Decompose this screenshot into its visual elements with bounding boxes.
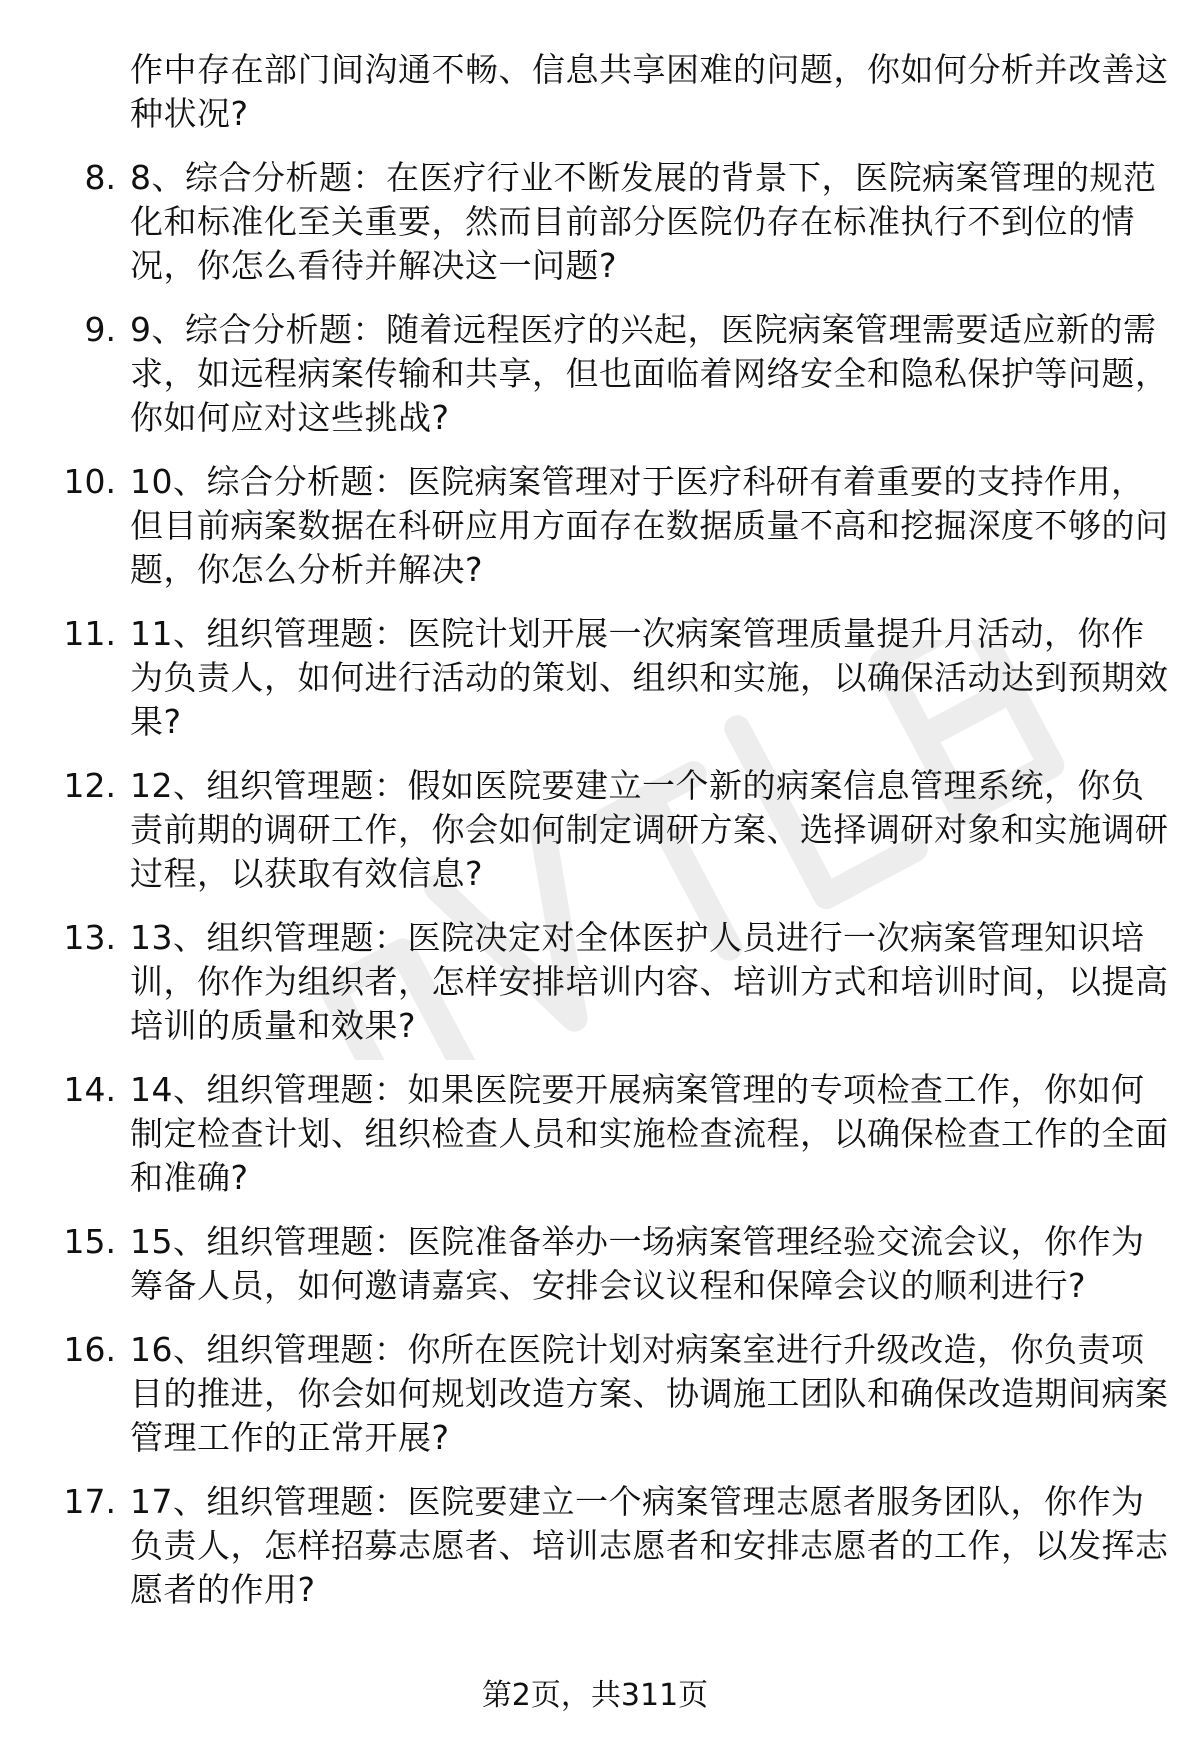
question-item xyxy=(0,764,1190,896)
question-item xyxy=(0,308,1190,440)
question-list xyxy=(0,156,1190,1632)
question-number: 8. xyxy=(84,158,116,197)
question-text: 15、组织管理题：医院准备举办一场病案管理经验交流会议，你作为筹备人员，如何邀请嘉宾、安排会议议程和保障会议的顺利进行? xyxy=(130,1222,1145,1305)
question-item xyxy=(0,1480,1190,1612)
question-number: 16. xyxy=(63,1330,116,1369)
question-number: 11. xyxy=(63,614,116,653)
question-text: 11、组织管理题：医院计划开展一次病案管理质量提升月活动，你作为负责人，如何进行活动的策划、组织和实施，以确保活动达到预期效果? xyxy=(130,614,1169,741)
question-number: 12. xyxy=(63,766,116,805)
question-text: 9、综合分析题：随着远程医疗的兴起，医院病案管理需要适应新的需求，如远程病案传输和共享，但也面临着网络安全和隐私保护等问题，你如何应对这些挑战? xyxy=(130,310,1169,437)
question-item xyxy=(0,1220,1190,1308)
question-text: 16、组织管理题：你所在医院计划对病案室进行升级改造，你负责项目的推进，你会如何规划改造方案、协调施工团队和确保改造期间病案管理工作的正常开展? xyxy=(130,1330,1169,1457)
question-number: 10. xyxy=(63,462,116,501)
question-number: 13. xyxy=(63,918,116,957)
question-text: 8、综合分析题：在医疗行业不断发展的背景下，医院病案管理的规范化和标准化至关重要，然而目前部分医院仍存在标准执行不到位的情况，你怎么看待并解决这一问题? xyxy=(130,158,1157,285)
question-number: 14. xyxy=(63,1070,116,1109)
question-item xyxy=(0,1068,1190,1200)
question-number: 17. xyxy=(63,1482,116,1521)
question-item xyxy=(0,460,1190,592)
question-text: 17、组织管理题：医院要建立一个病案管理志愿者服务团队，你作为负责人，怎样招募志愿者、培训志愿者和安排志愿者的工作，以发挥志愿者的作用? xyxy=(130,1482,1169,1609)
question-text: 13、组织管理题：医院决定对全体医护人员进行一次病案管理知识培训，你作为组织者，怎样安排培训内容、培训方式和培训时间，以提高培训的质量和效果? xyxy=(130,918,1169,1045)
question-number: 9. xyxy=(84,310,116,349)
question-item xyxy=(0,916,1190,1048)
question-text: 14、组织管理题：如果医院要开展病案管理的专项检查工作，你如何制定检查计划、组织检查人员和实施检查流程，以确保检查工作的全面和准确? xyxy=(130,1070,1169,1197)
question-text: 10、综合分析题：医院病案管理对于医疗科研有着重要的支持作用，但目前病案数据在科研应用方面存在数据质量不高和挖掘深度不够的问题，你怎么分析并解决? xyxy=(130,462,1169,589)
question-item xyxy=(0,156,1190,288)
page-footer: 第2页，共311页 xyxy=(481,1678,709,1713)
question-text: 12、组织管理题：假如医院要建立一个新的病案信息管理系统，你负责前期的调研工作，你会如何制定调研方案、选择调研对象和实施调研过程，以获取有效信息? xyxy=(130,766,1169,893)
question-number: 15. xyxy=(63,1222,116,1261)
question-item xyxy=(0,612,1190,744)
question-item xyxy=(0,1328,1190,1460)
continuation-paragraph: 作中存在部门间沟通不畅、信息共享困难的问题，你如何分析并改善这种状况? xyxy=(130,50,1169,133)
